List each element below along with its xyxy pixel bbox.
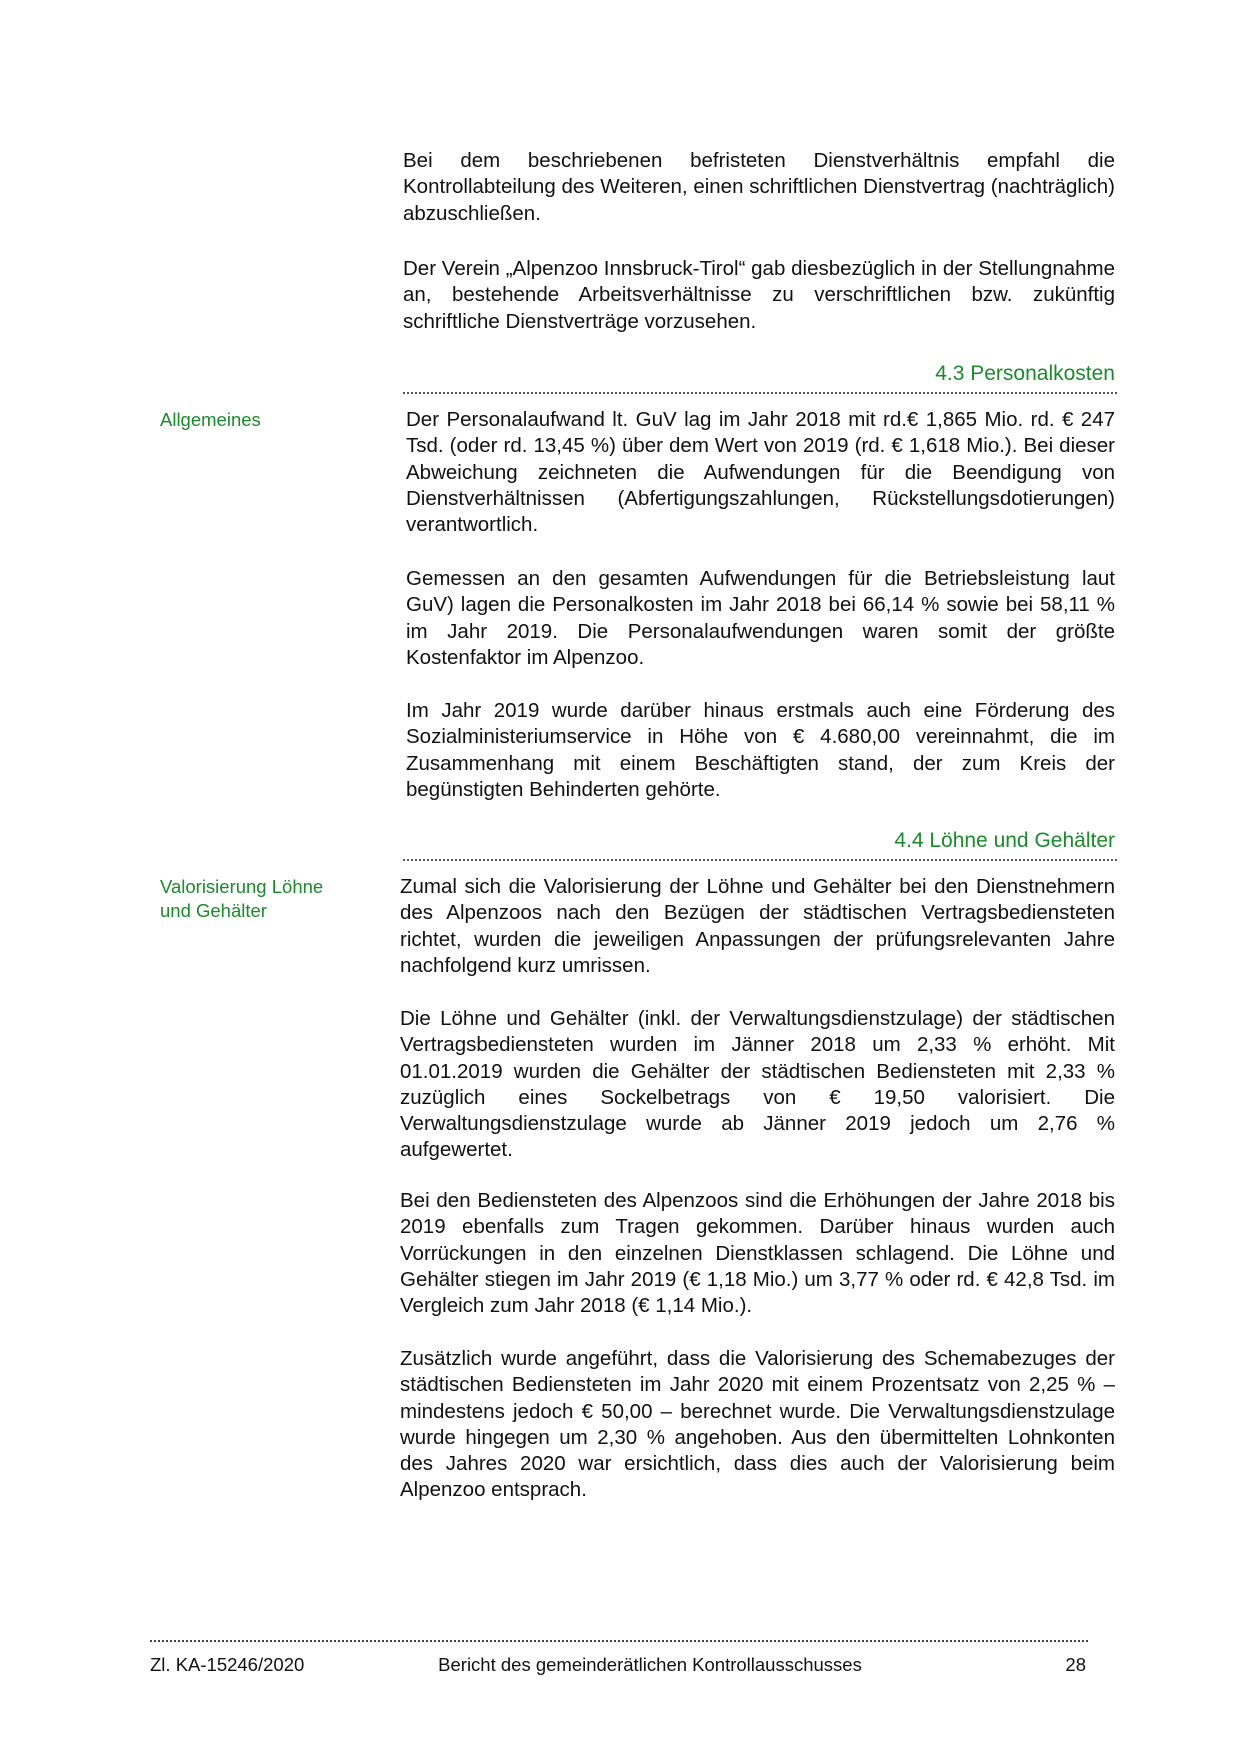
personalkosten-paragraph-1: Der Personalaufwand lt. GuV lag im Jahr 2018 mit rd.€ 1,865 Mio. rd. € 247 Tsd. (oder rd. 13,45 %) über dem Wert von 2019 (rd. € 1,618 Mio.). Bei dieser Abweichung zeichneten die Aufwendungen für die Beendigung von Dienstverhältnissen (Abfertigungszahlungen, Rückstellungsdotierungen) verantwortlich. <box>406 408 1115 537</box>
loehne-paragraph-2: Die Löhne und Gehälter (inkl. der Verwaltungsdienstzulage) der städtischen Vertragsbediensteten wurden im Jänner 2018 um 2,33 % erhöht. Mit 01.01.2019 wurden die Gehälter der städtischen Bediensteten mit 2,33 % zuzüglich eines Sockelbetrags von € 19,50 valorisiert. Die Verwaltungsdienstzulage wurde ab Jänner 2019 jedoch um 2,76 % aufgewertet. <box>400 1007 1115 1162</box>
section-divider <box>403 859 1117 861</box>
loehne-paragraph-4: Zusätzlich wurde angeführt, dass die Valorisierung des Schemabezuges der städtischen Bediensteten im Jahr 2020 mit einem Prozentsatz von 2,25 % – mindestens jedoch € 50,00 – berechnet wurde. Die Verwaltungsdienstzulage wurde hingegen um 2,30 % angehoben. Aus den übermittelten Lohnkonten des Jahres 2020 war ersichtlich, dass dies auch der Valorisierung beim Alpenzoo entsprach. <box>400 1347 1115 1502</box>
side-label-valorisierung <box>160 875 390 923</box>
side-label-allgemeines: Allgemeines <box>160 409 261 430</box>
loehne-paragraph-3: Bei den Bediensteten des Alpenzoos sind die Erhöhungen der Jahre 2018 bis 2019 ebenfalls zum Tragen gekommen. Darüber hinaus wurden auch Vorrückungen in den einzelnen Dienstklassen schlagend. Die Löhne und Gehälter stiegen im Jahr 2019 (€ 1,18 Mio.) um 3,77 % oder rd. € 42,8 Tsd. im Vergleich zum Jahr 2018 (€ 1,14 Mio.). <box>400 1189 1115 1318</box>
footer-divider <box>150 1640 1088 1642</box>
footer-reference: Zl. KA-15246/2020 <box>150 1654 305 1675</box>
footer-report-title: Bericht des gemeinderätlichen Kontrollausschusses <box>438 1654 862 1675</box>
intro-paragraph-2: Der Verein „Alpenzoo Innsbruck-Tirol“ gab diesbezüglich in der Stellungnahme an, bestehende Arbeitsverhältnisse zu verschriftlichen bzw. zukünftig schriftliche Dienstverträge vorzusehen. <box>403 257 1115 333</box>
personalkosten-paragraph-2: Gemessen an den gesamten Aufwendungen für die Betriebsleistung laut GuV) lagen die Personalkosten im Jahr 2018 bei 66,14 % sowie bei 58,11 % im Jahr 2019. Die Personalaufwendungen waren somit der größte Kostenfaktor im Alpenzoo. <box>406 567 1115 669</box>
personalkosten-paragraph-3: Im Jahr 2019 wurde darüber hinaus erstmals auch eine Förderung des Sozialministeriumservice in Höhe von € 4.680,00 vereinnahmt, die im Zusammenhang mit einem Beschäftigten stand, der zum Kreis der begünstigten Behinderten gehörte. <box>406 699 1115 801</box>
page-number: 28 <box>1065 1654 1086 1675</box>
side-label-line: Valorisierung Löhne <box>160 876 324 897</box>
section-divider <box>403 392 1117 394</box>
section-heading-loehne-und-gehaelter: 4.4 Löhne und Gehälter <box>894 829 1115 852</box>
side-label-line: und Gehälter <box>160 900 267 921</box>
section-heading-personalkosten: 4.3 Personalkosten <box>935 362 1115 385</box>
loehne-paragraph-1: Zumal sich die Valorisierung der Löhne und Gehälter bei den Dienstnehmern des Alpenzoos nach den Bezügen der städtischen Vertragsbediensteten richtet, wurden die jeweiligen Anpassungen der prüfungsrelevanten Jahre nachfolgend kurz umrissen. <box>400 875 1115 977</box>
intro-paragraph-1: Bei dem beschriebenen befristeten Dienstverhältnis empfahl die Kontrollabteilung des Weiteren, einen schriftlichen Dienstvertrag (nachträglich) abzuschließen. <box>403 149 1115 225</box>
